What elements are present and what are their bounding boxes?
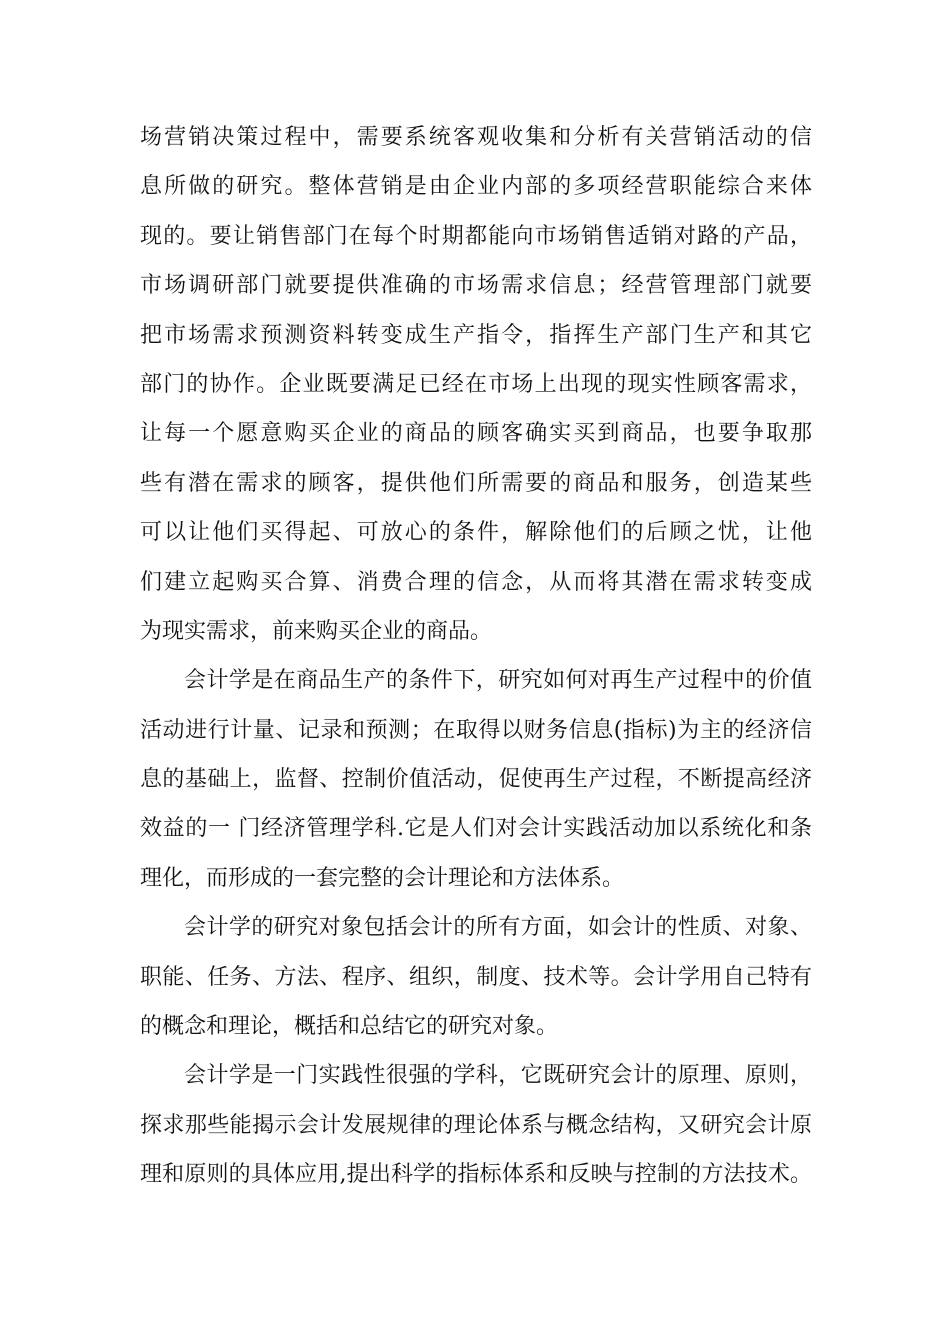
text-line: 让每一个愿意购买企业的商品的顾客确实买到商品，也要争取那	[140, 421, 812, 447]
text-line: 效益的一 门经济管理学科.它是人们对会计实践活动加以系统化和条	[140, 816, 812, 842]
text-line: 把市场需求预测资料转变成生产指令，指挥生产部门生产和其它	[140, 322, 812, 348]
text-line: 职能、任务、方法、程序、组织，制度、技术等。会计学用自己特有	[140, 964, 812, 990]
text-line: 息所做的研究。整体营销是由企业内部的多项经营职能综合来体	[140, 174, 812, 200]
text-line: 会计学是一门实践性很强的学科，它既研究会计的原理、原则，	[184, 1063, 812, 1089]
text-line: 市场调研部门就要提供准确的市场需求信息；经营管理部门就要	[140, 273, 812, 299]
text-line: 场营销决策过程中，需要系统客观收集和分析有关营销活动的信	[140, 125, 812, 150]
text-line: 可以让他们买得起、可放心的条件，解除他们的后顾之忧，让他	[140, 520, 812, 546]
text-line: 的概念和理论，概括和总结它的研究对象。	[140, 1014, 559, 1040]
text-line: 会计学的研究对象包括会计的所有方面，如会计的性质、对象、	[184, 915, 812, 941]
text-line: 现的。要让销售部门在每个时期都能向市场销售适销对路的产品，	[140, 223, 812, 249]
document-body	[140, 113, 812, 1200]
text-line: 些有潜在需求的顾客，提供他们所需要的商品和服务，创造某些	[140, 470, 812, 496]
text-line: 理化，而形成的一套完整的会计理论和方法体系。	[140, 865, 625, 891]
text-line: 探求那些能揭示会计发展规律的理论体系与概念结构，又研究会计原	[140, 1112, 812, 1138]
text-line: 活动进行计量、记录和预测；在取得以财务信息(指标)为主的经济信	[140, 717, 812, 743]
text-line: 理和原则的具体应用,提出科学的指标体系和反映与控制的方法技术。	[140, 1162, 812, 1188]
text-line: 会计学是在商品生产的条件下，研究如何对再生产过程中的价值	[184, 668, 812, 694]
text-line: 息的基础上，监督、控制价值活动，促使再生产过程，不断提高经济	[140, 767, 812, 793]
text-line: 部门的协作。企业既要满足已经在市场上出现的现实性顾客需求，	[140, 371, 812, 397]
text-line: 为现实需求，前来购买企业的商品。	[140, 618, 493, 644]
text-line: 们建立起购买合算、消费合理的信念，从而将其潜在需求转变成	[140, 569, 812, 595]
